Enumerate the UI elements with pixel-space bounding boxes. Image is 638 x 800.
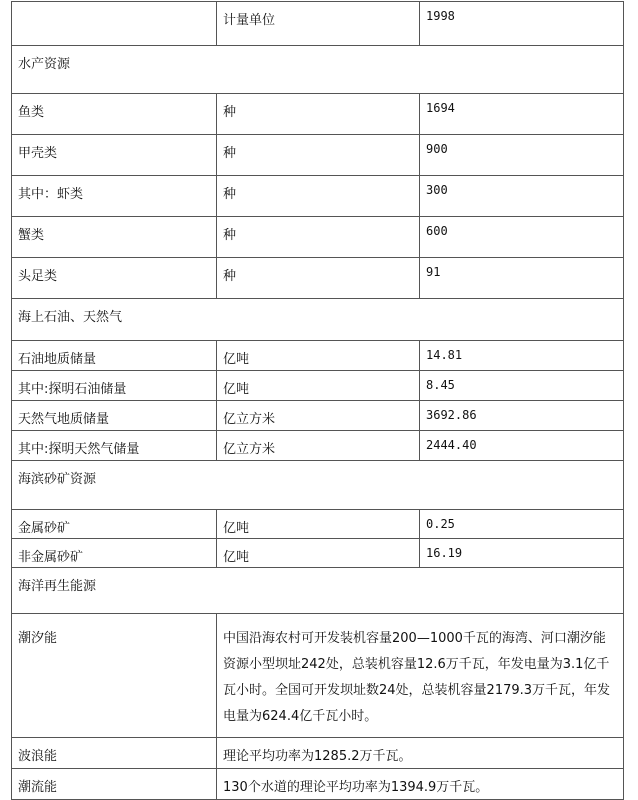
header-row [12, 2, 624, 46]
row-name: 金属砂矿 [12, 510, 217, 539]
row-name: 潮汐能 [12, 614, 217, 738]
row-name: 鱼类 [12, 94, 217, 135]
row-name: 潮流能 [12, 769, 217, 800]
row-unit: 亿立方米 [217, 431, 420, 461]
table-row [12, 431, 624, 461]
header-cell-blank [12, 2, 217, 46]
table-row [12, 341, 624, 371]
section-row [12, 461, 624, 510]
row-name: 非金属砂矿 [12, 539, 217, 568]
row-value: 1694 [420, 94, 624, 135]
row-value: 14.81 [420, 341, 624, 371]
row-description: 理论平均功率为1285.2万千瓦。 [217, 738, 624, 769]
row-unit: 种 [217, 94, 420, 135]
section-row [12, 299, 624, 341]
header-cell-year: 1998 [420, 2, 624, 46]
row-unit: 种 [217, 176, 420, 217]
row-description: 中国沿海农村可开发装机容量200—1000千瓦的海湾、河口潮汐能资源小型坝址242处，总装机容量12.6万千瓦，年发电量为3.1亿千瓦小时。全国可开发坝址数24处，总装机容量2179.3万千瓦，年发电量为624.4亿千瓦小时。 [217, 614, 624, 738]
section-row [12, 46, 624, 94]
row-unit: 种 [217, 258, 420, 299]
row-name: 甲壳类 [12, 135, 217, 176]
table-row [12, 769, 624, 800]
row-unit: 亿立方米 [217, 401, 420, 431]
row-unit: 亿吨 [217, 371, 420, 401]
row-unit: 种 [217, 135, 420, 176]
header-cell-unit: 计量单位 [217, 2, 420, 46]
row-name: 石油地质储量 [12, 341, 217, 371]
section-title-placer: 海滨砂矿资源 [12, 461, 624, 510]
section-title-renewable: 海洋再生能源 [12, 568, 624, 614]
table-row [12, 539, 624, 568]
row-name: 其中:探明石油储量 [12, 371, 217, 401]
table-row [12, 135, 624, 176]
section-row [12, 568, 624, 614]
marine-resources-table [11, 1, 624, 800]
section-title-aquatic: 水产资源 [12, 46, 624, 94]
table-row [12, 176, 624, 217]
row-name: 其中：虾类 [12, 176, 217, 217]
row-name: 波浪能 [12, 738, 217, 769]
table-row [12, 614, 624, 738]
row-value: 16.19 [420, 539, 624, 568]
row-value: 91 [420, 258, 624, 299]
row-value: 300 [420, 176, 624, 217]
row-unit: 亿吨 [217, 510, 420, 539]
row-name: 其中:探明天然气储量 [12, 431, 217, 461]
row-unit: 种 [217, 217, 420, 258]
table-row [12, 738, 624, 769]
row-description: 130个水道的理论平均功率为1394.9万千瓦。 [217, 769, 624, 800]
row-name: 蟹类 [12, 217, 217, 258]
row-value: 600 [420, 217, 624, 258]
row-unit: 亿吨 [217, 341, 420, 371]
row-value: 2444.40 [420, 431, 624, 461]
row-unit: 亿吨 [217, 539, 420, 568]
table-row [12, 510, 624, 539]
table-row [12, 371, 624, 401]
row-value: 8.45 [420, 371, 624, 401]
table-row [12, 217, 624, 258]
table-row [12, 401, 624, 431]
row-name: 头足类 [12, 258, 217, 299]
row-value: 3692.86 [420, 401, 624, 431]
section-title-oil-gas: 海上石油、天然气 [12, 299, 624, 341]
row-name: 天然气地质储量 [12, 401, 217, 431]
row-value: 0.25 [420, 510, 624, 539]
row-value: 900 [420, 135, 624, 176]
table-row [12, 94, 624, 135]
table-row [12, 258, 624, 299]
